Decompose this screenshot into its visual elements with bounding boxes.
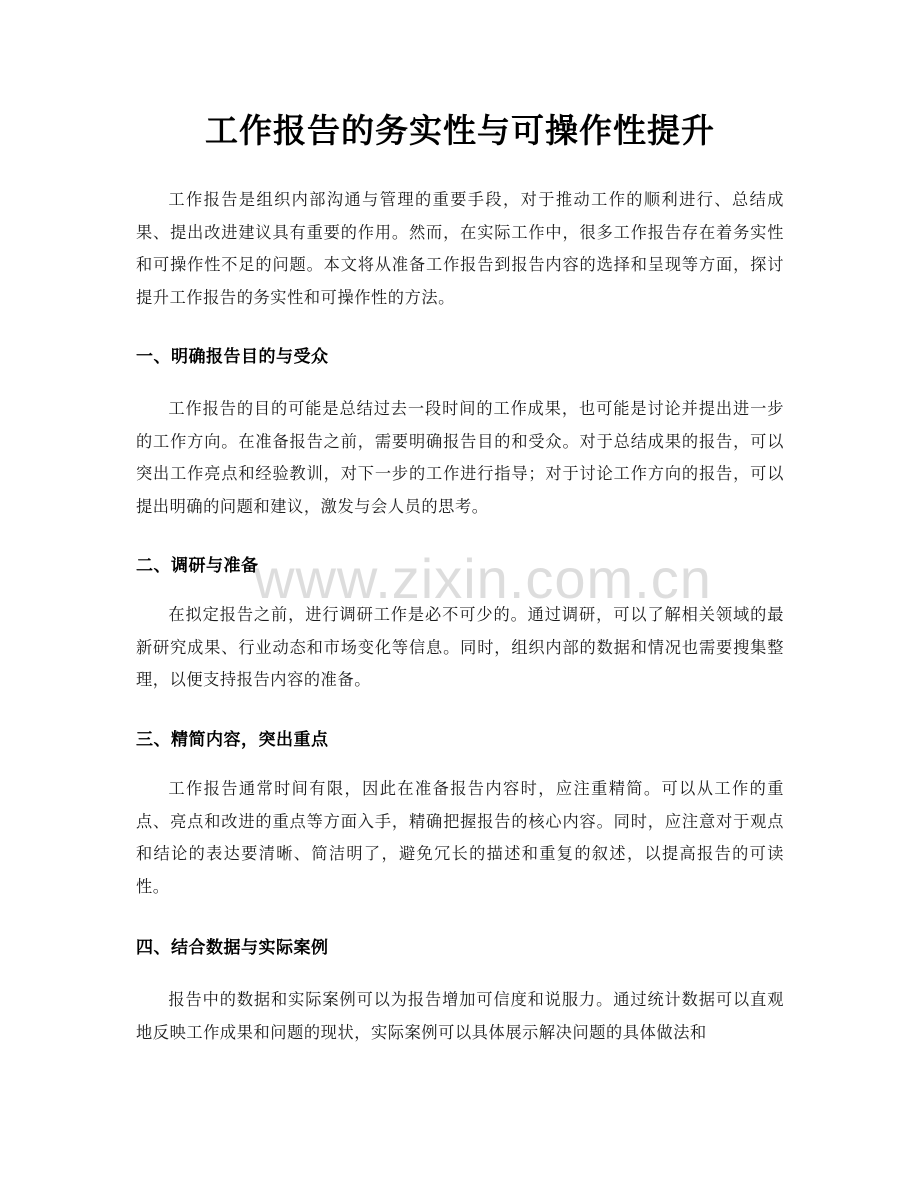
section-heading-3: 三、精简内容，突出重点 bbox=[136, 730, 329, 750]
document-title: 工作报告的务实性与可操作性提升 bbox=[205, 111, 715, 150]
watermark: www.zixin.com.cn bbox=[254, 547, 712, 610]
section-heading-4: 四、结合数据与实际案例 bbox=[136, 938, 329, 958]
section-body-3: 工作报告通常时间有限，因此在准备报告内容时，应注重精简。可以从工作的重点、亮点和改进的重点等方面入手，精确把握报告的核心内容。同时，应注意对于观点和结论的表达要清晰、简洁明了，避免冗长的描述和重复的叙述，以提高报告的可读性。 bbox=[136, 779, 784, 896]
section-heading-1: 一、明确报告目的与受众 bbox=[136, 347, 329, 367]
intro-paragraph: 工作报告是组织内部沟通与管理的重要手段，对于推动工作的顺利进行、总结成果、提出改进建议具有重要的作用。然而，在实际工作中，很多工作报告存在着务实性和可操作性不足的问题。本文将从准备工作报告到报告内容的选择和呈现等方面，探讨提升工作报告的务实性和可操作性的方法。 bbox=[136, 190, 784, 307]
section-body-1: 工作报告的目的可能是总结过去一段时间的工作成果，也可能是讨论并提出进一步的工作方向。在准备报告之前，需要明确报告目的和受众。对于总结成果的报告，可以突出工作亮点和经验教训，对下一步的工作进行指导；对于讨论工作方向的报告，可以提出明确的问题和建议，激发与会人员的思考。 bbox=[136, 399, 784, 516]
section-body-4: 报告中的数据和实际案例可以为报告增加可信度和说服力。通过统计数据可以直观地反映工作成果和问题的现状，实际案例可以具体展示解决问题的具体做法和 bbox=[136, 990, 784, 1042]
section-body-2: 在拟定报告之前，进行调研工作是必不可少的。通过调研，可以了解相关领域的最新研究成果、行业动态和市场变化等信息。同时，组织内部的数据和情况也需要搜集整理，以便支持报告内容的准备。 bbox=[136, 605, 784, 689]
section-heading-2: 二、调研与准备 bbox=[136, 556, 259, 576]
